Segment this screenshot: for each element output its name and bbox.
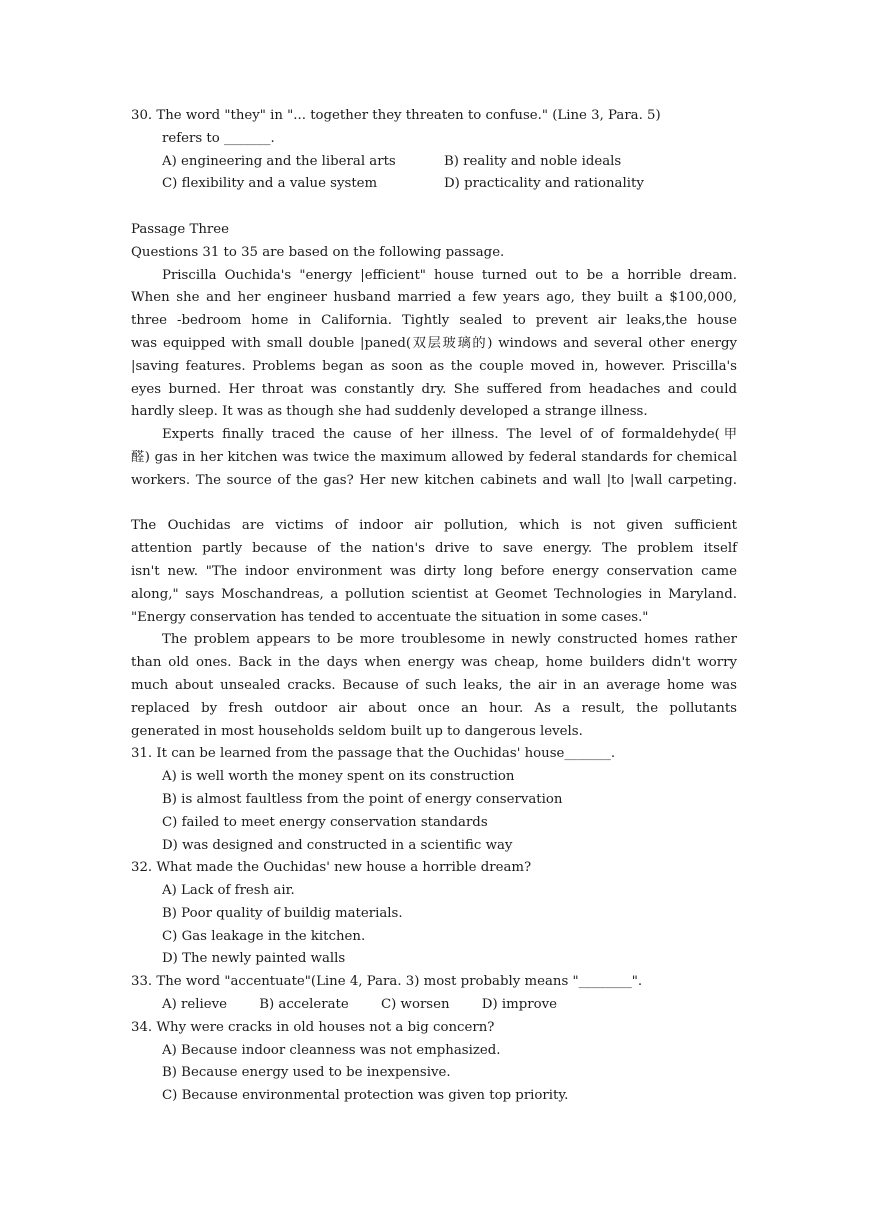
- paragraph-line: isn't new. "The indoor environment was dirty long before energy conservation came: [131, 563, 737, 579]
- paragraph-4: [131, 629, 737, 743]
- paragraph-line: was equipped with small double |paned(双层玻璃的) windows and several other energy: [131, 335, 737, 351]
- paragraph-line: Priscilla Ouchida's "energy |efficient" house turned out to be a horrible dream.: [162, 267, 737, 283]
- option-a: A) engineering and the liberal arts: [162, 153, 396, 169]
- option-row: [131, 994, 737, 1017]
- option-b: B) reality and noble ideals: [444, 153, 622, 169]
- option-c: C) Gas leakage in the kitchen.: [162, 928, 366, 944]
- option-a: A) is well worth the money spent on its construction: [162, 769, 515, 785]
- paragraph-line: eyes burned. Her throat was constantly dry. She suffered from headaches and could: [131, 381, 737, 397]
- spacer: [131, 493, 737, 516]
- paragraph-line: attention partly because of the nation's drive to save energy. The problem itself: [131, 541, 737, 557]
- option-d: D) The newly painted walls: [162, 951, 346, 967]
- option-c: C) worsen: [380, 997, 450, 1013]
- question-30: [131, 105, 737, 196]
- paragraph-line: "Energy conservation has tended to accentuate the situation in some cases.": [131, 609, 649, 625]
- option-b: B) is almost faultless from the point of energy conservation: [162, 791, 563, 807]
- exam-page: [131, 105, 737, 1108]
- paragraph-3: [131, 515, 737, 629]
- paragraph-line: When she and her engineer husband married a few years ago, they built a $100,000,: [131, 290, 737, 306]
- paragraph-line: 醛) gas in her kitchen was twice the maximum allowed by federal standards for chemical: [131, 449, 737, 465]
- spacer: [131, 196, 737, 219]
- option-a: A) relieve: [162, 997, 227, 1013]
- paragraph-line: much about unsealed cracks. Because of such leaks, the air in an average home was: [131, 677, 737, 693]
- option-row: [131, 151, 737, 174]
- question-stem: 31. It can be learned from the passage that the Ouchidas' house_______.: [131, 746, 616, 762]
- passage-intro: Questions 31 to 35 are based on the following passage.: [131, 244, 505, 260]
- option-b: B) Poor quality of buildig materials.: [162, 905, 403, 921]
- paragraph-line: Experts finally traced the cause of her illness. The level of of formaldehyde(甲: [162, 427, 737, 443]
- option-d: D) practicality and rationality: [444, 176, 644, 192]
- question-34: [131, 1017, 737, 1108]
- option-row: [131, 173, 737, 196]
- option-d: D) improve: [481, 997, 557, 1013]
- paragraph-line: than old ones. Back in the days when energy was cheap, home builders didn't worry: [131, 655, 737, 671]
- question-33: [131, 971, 737, 1017]
- option-a: A) Lack of fresh air.: [162, 883, 295, 899]
- question-stem: 33. The word "accentuate"(Line 4, Para. 3) most probably means "________".: [131, 974, 643, 990]
- paragraph-line: hardly sleep. It was as though she had suddenly developed a strange illness.: [131, 404, 648, 420]
- option-b: B) accelerate: [259, 997, 349, 1013]
- paragraph-line: three -bedroom home in California. Tightly sealed to prevent air leaks,the house: [131, 313, 737, 329]
- paragraph-line: The Ouchidas are victims of indoor air pollution, which is not given sufficient: [131, 518, 737, 534]
- paragraph-line: |saving features. Problems began as soon as the couple moved in, however. Priscilla's: [131, 358, 737, 374]
- option-d: D) was designed and constructed in a scientific way: [162, 837, 513, 853]
- paragraph-line: generated in most households seldom built up to dangerous levels.: [131, 723, 583, 739]
- option-a: A) Because indoor cleanness was not emphasized.: [162, 1042, 501, 1058]
- passage-heading: Passage Three: [131, 221, 229, 237]
- question-stem: 30. The word "they" in "... together they threaten to confuse." (Line 3, Para. 5): [131, 108, 661, 123]
- paragraph-line: The problem appears to be more troublesome in newly constructed homes rather: [162, 632, 737, 648]
- paragraph-line: along," says Moschandreas, a pollution scientist at Geomet Technologies in Maryland.: [131, 586, 737, 602]
- option-b: B) Because energy used to be inexpensive.: [162, 1065, 451, 1081]
- paragraph-line: workers. The source of the gas? Her new kitchen cabinets and wall |to |wall carpeting.: [131, 472, 737, 488]
- question-stem-continued: refers to _______.: [162, 130, 275, 146]
- paragraph-1: [131, 265, 737, 425]
- question-32: [131, 857, 737, 971]
- paragraph-2: [131, 424, 737, 492]
- option-c: C) failed to meet energy conservation standards: [162, 814, 488, 830]
- paragraph-line: replaced by fresh outdoor air about once an hour. As a result, the pollutants: [131, 700, 737, 716]
- option-c: C) flexibility and a value system: [162, 176, 378, 192]
- option-c: C) Because environmental protection was given top priority.: [162, 1088, 569, 1104]
- question-stem: 34. Why were cracks in old houses not a big concern?: [131, 1019, 495, 1035]
- question-stem: 32. What made the Ouchidas' new house a horrible dream?: [131, 860, 532, 876]
- question-31: [131, 743, 737, 857]
